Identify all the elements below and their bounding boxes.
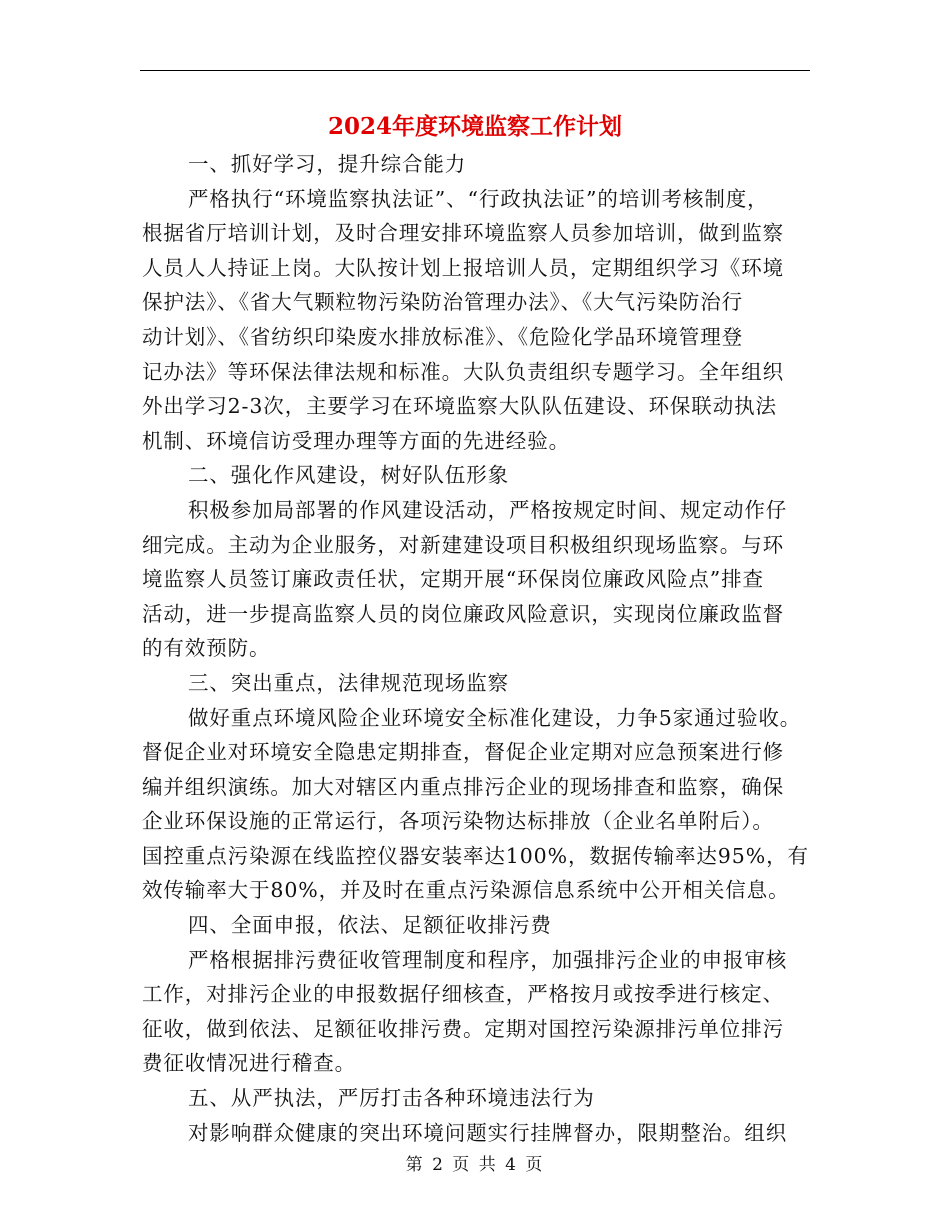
document-body	[142, 147, 812, 1150]
text-line: 的有效预防。	[142, 636, 271, 661]
text-line: 对影响群众健康的突出环境问题实行挂牌督办，限期整治。组织	[188, 1120, 788, 1145]
text-line: 五、从严执法，严厉打击各种环境违法行为	[188, 1086, 595, 1111]
text-line: 积极参加局部署的作风建设活动，严格按规定时间、规定动作仔	[188, 497, 788, 522]
text-line: 根据省厅培训计划，及时合理安排环境监察人员参加培训，做到监察	[142, 221, 784, 246]
text-line: 记办法》等环保法律法规和标准。大队负责组织专题学习。全年组织	[142, 359, 784, 384]
text-line: 外出学习2-3次，主要学习在环境监察大队队伍建设、环保联动执法	[142, 394, 777, 419]
text-line: 费征收情况进行稽查。	[142, 1051, 356, 1076]
text-line: 督促企业对环境安全隐患定期排查，督促企业定期对应急预案进行修	[142, 740, 784, 765]
text-line: 做好重点环境风险企业环境安全标准化建设，力争5家通过验收。	[188, 705, 802, 730]
text-line: 三、突出重点，法律规范现场监察	[188, 670, 509, 695]
text-line: 征收，做到依法、足额征收排污费。定期对国控污染源排污单位排污	[142, 1016, 784, 1041]
text-line: 工作，对排污企业的申报数据仔细核查，严格按月或按季进行核定、	[142, 982, 784, 1007]
text-line: 编并组织演练。加大对辖区内重点排污企业的现场排查和监察，确保	[142, 774, 784, 799]
page-footer: 第 2 页 共 4 页	[405, 1155, 545, 1175]
text-line: 人员人人持证上岗。大队按计划上报培训人员，定期组织学习《环境	[142, 255, 784, 280]
text-line: 国控重点污染源在线监控仪器安装率达100%，数据传输率达95%，有	[142, 843, 809, 868]
text-line: 动计划》、《省纺织印染废水排放标准》、《危险化学品环境管理登	[142, 324, 743, 349]
header-rule	[140, 70, 810, 71]
text-line: 严格根据排污费征收管理制度和程序，加强排污企业的申报审核	[188, 947, 788, 972]
document-title: 2024年度环境监察工作计划	[327, 113, 622, 140]
text-line: 活动，进一步提高监察人员的岗位廉政风险意识，实现岗位廉政监督	[142, 601, 784, 626]
text-line: 一、抓好学习，提升综合能力	[188, 152, 467, 176]
text-line: 二、强化作风建设，树好队伍形象	[188, 463, 509, 488]
text-line: 细完成。主动为企业服务，对新建建设项目积极组织现场监察。与环	[142, 532, 784, 557]
text-line: 严格执行“环境监察执法证”、“行政执法证”的培训考核制度，	[188, 186, 769, 211]
text-line: 机制、环境信访受理办理等方面的先进经验。	[142, 428, 570, 453]
text-line: 效传输率大于80%，并及时在重点污染源信息系统中公开相关信息。	[142, 878, 790, 903]
text-line: 保护法》、《省大气颗粒物污染防治管理办法》、《大气污染防治行	[142, 290, 743, 315]
text-line: 四、全面申报，依法、足额征收排污费	[188, 913, 552, 938]
text-line: 企业环保设施的正常运行，各项污染物达标排放（企业名单附后）。	[142, 809, 774, 834]
text-line: 境监察人员签订廉政责任状，定期开展“环保岗位廉政风险点”排查	[142, 567, 764, 592]
